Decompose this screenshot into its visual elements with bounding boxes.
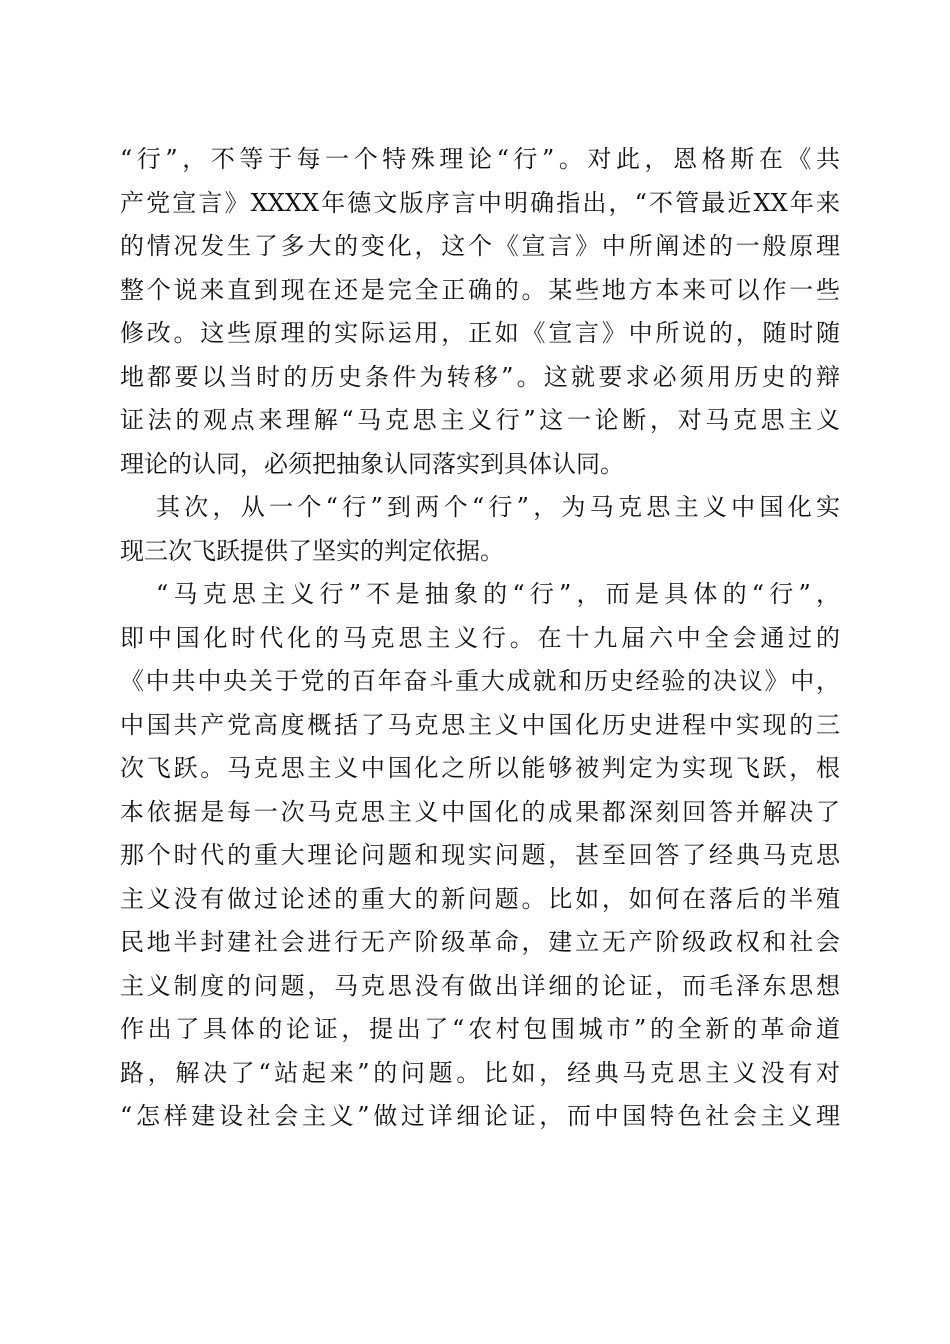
text-line: 现三次飞跃提供了坚实的判定依据。 [120, 536, 504, 565]
text-line: 路，解决了“站起来”的问题。比如，经典马克思主义没有对 [120, 1058, 840, 1087]
text-line: 次飞跃。马克思主义中国化之所以能够被判定为实现飞跃，根 [120, 754, 840, 782]
text-line: 理论的认同，必须把抽象认同落实到具体认同。 [120, 449, 624, 478]
text-line: 修改。这些原理的实际运用，正如《宣言》中所说的，随时随 [120, 319, 840, 347]
text-line: 产党宣言》XXXX年德文版序言中明确指出，“不管最近XX年来 [120, 188, 840, 217]
text-line: “马克思主义行”不是抽象的“行”，而是具体的“行”， [156, 580, 840, 608]
text-line: “怎样建设社会主义”做过详细论证，而中国特色社会主义理 [120, 1102, 840, 1130]
text-line: 中国共产党高度概括了马克思主义中国化历史进程中实现的三 [120, 710, 840, 739]
body-text [120, 138, 840, 1139]
text-line: 其次，从一个“行”到两个“行”，为马克思主义中国化实 [156, 493, 840, 521]
text-line: 《中共中央关于党的百年奋斗重大成就和历史经验的决议》中， [120, 667, 840, 695]
text-line: 整个说来直到现在还是完全正确的。某些地方本来可以作一些 [120, 275, 840, 304]
text-line: 民地半封建社会进行无产阶级革命，建立无产阶级政权和社会 [120, 928, 840, 956]
text-line: 证法的观点来理解“马克思主义行”这一论断，对马克思主义 [120, 406, 840, 434]
text-line: 本依据是每一次马克思主义中国化的成果都深刻回答并解决了 [120, 797, 840, 826]
text-line: 地都要以当时的历史条件为转移”。这就要求必须用历史的辩 [120, 362, 840, 391]
text-line: 那个时代的重大理论问题和现实问题，甚至回答了经典马克思 [120, 841, 840, 869]
text-line: 主义制度的问题，马克思没有做出详细的论证，而毛泽东思想 [120, 971, 840, 1000]
text-line: 作出了具体的论证，提出了“农村包围城市”的全新的革命道 [120, 1015, 840, 1043]
text-line: 主义没有做过论述的重大的新问题。比如，如何在落后的半殖 [120, 884, 840, 913]
text-line: 即中国化时代化的马克思主义行。在十九届六中全会通过的 [120, 623, 840, 652]
text-line: “行”，不等于每一个特殊理论“行”。对此，恩格斯在《共 [120, 145, 840, 173]
text-line: 的情况发生了多大的变化，这个《宣言》中所阐述的一般原理 [120, 232, 840, 260]
